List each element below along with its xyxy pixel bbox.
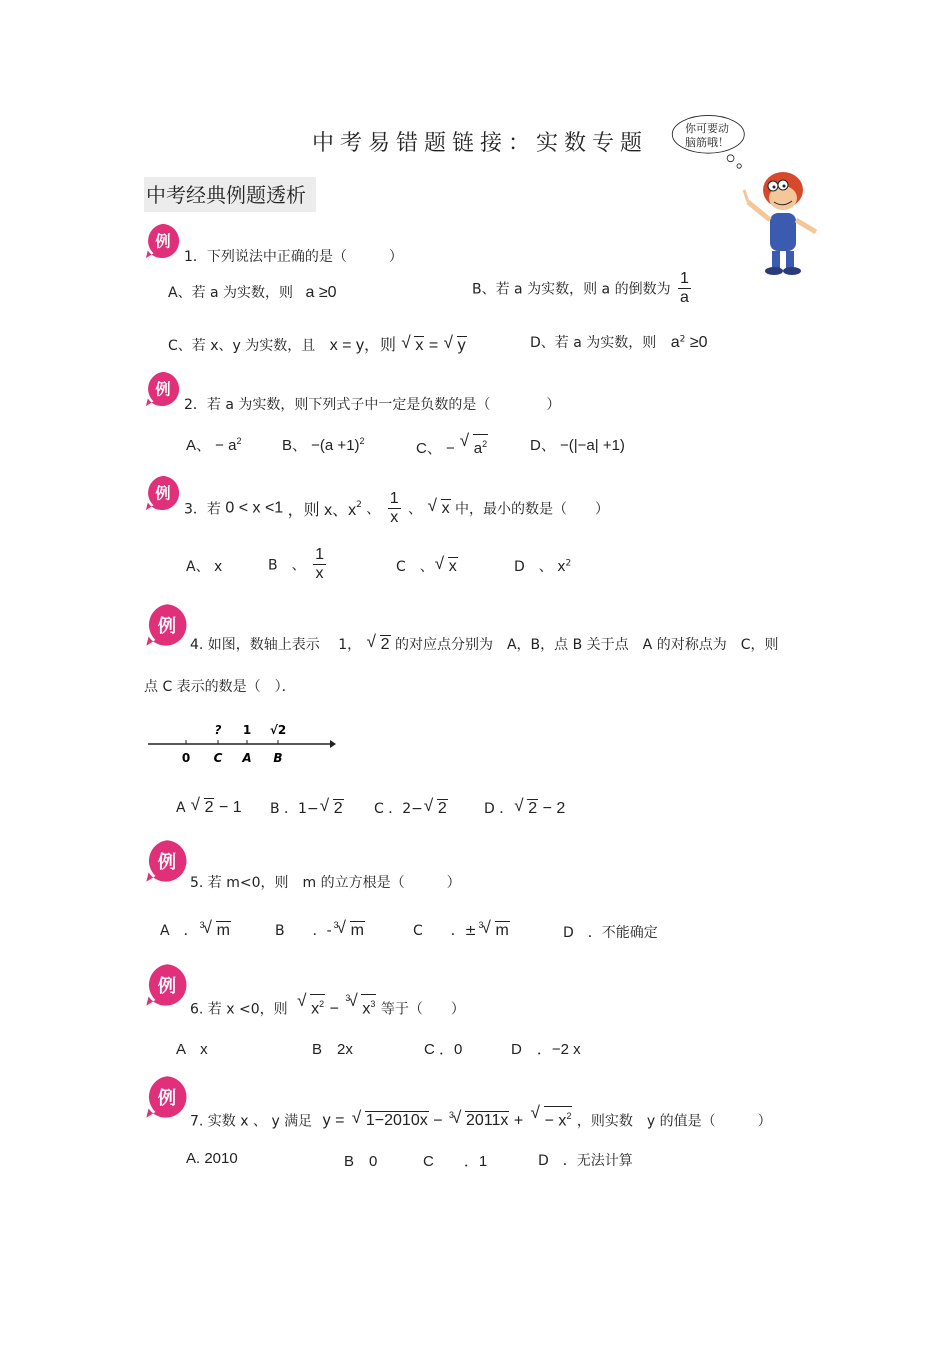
- q6-option-d: D ．−2 x: [511, 1041, 581, 1058]
- cartoon-mascot-image: [738, 168, 828, 276]
- svg-text:例: 例: [157, 1087, 177, 1109]
- svg-text:C: C: [213, 751, 223, 765]
- q1-option-c-sqrt-y: √ y: [457, 336, 467, 355]
- question-4-stem-line2: 点 C 表示的数是（ ）．: [144, 679, 296, 695]
- q1-option-d-base: a: [670, 334, 680, 351]
- q7-option-d: D ．无法计算: [538, 1153, 633, 1169]
- svg-text:√2: √2: [269, 723, 287, 737]
- example-badge-icon: [144, 602, 190, 648]
- question-1-stem: 1．下列说法中正确的是（ ）: [184, 249, 403, 265]
- svg-text:例: 例: [155, 232, 171, 251]
- svg-text:A: A: [242, 751, 252, 765]
- question-6-stem: 6. 若 x <0，则 √ $x^2$ − √ 3 $x^3$ 等于（ ）: [190, 994, 465, 1018]
- q4-option-b: B ．1−√ 2: [270, 798, 344, 818]
- q6-option-a: A x: [176, 1041, 208, 1058]
- svg-text:例: 例: [155, 484, 171, 503]
- svg-text:例: 例: [157, 615, 177, 637]
- example-badge-icon: [144, 222, 182, 260]
- q1-option-c: [168, 332, 467, 355]
- example-badge-icon: [144, 838, 190, 884]
- q5-option-d: D ．不能确定: [563, 925, 658, 941]
- q7-option-a: A. 2010: [186, 1150, 238, 1167]
- example-badge-icon: [144, 370, 182, 408]
- q1-option-c-sqrt-x: √ x: [414, 336, 424, 355]
- q5-option-b: B ．- √ 3 m: [275, 920, 365, 940]
- q4-option-a: A√ 2 − 1: [176, 798, 242, 817]
- q2-option-c: C、 −√ $a^2$: [416, 434, 488, 458]
- question-3-stem: 3．若 0 < x <1 ，则 x、$x^2$ 、 $\frac{1}{x}$ 、 √ x 中，最小的数是（ ）: [184, 490, 609, 527]
- q3-option-c: C 、√ x: [396, 556, 458, 576]
- q3-stem-fraction: $\frac{1}{x}$: [389, 490, 399, 526]
- question-2-stem: 2．若 a 为实数，则下列式子中一定是负数的是（ ）: [184, 397, 561, 413]
- q4-option-d: D ．√ 2 − 2: [484, 798, 565, 818]
- q3-option-a: A、 x: [186, 559, 223, 575]
- q2-option-a: A、 − $a^2$: [186, 436, 242, 454]
- q7-option-c: C ．1: [423, 1153, 488, 1170]
- bubble-line-1: 你可要动: [685, 122, 729, 135]
- q1-option-d: [530, 332, 708, 352]
- svg-text:例: 例: [155, 380, 171, 399]
- q1-option-b-text: B、若 a 为实数，则 a 的倒数为: [472, 281, 671, 298]
- q1-option-d-exp: 2: [679, 334, 686, 345]
- q3-option-d: D 、 $x^2$: [514, 558, 572, 575]
- page-title: 中考易错题链接：实数专题: [312, 131, 649, 156]
- q2-option-d: D、 −(|−a| +1): [530, 437, 625, 454]
- q6-option-b: B 2x: [312, 1041, 353, 1058]
- svg-text:B: B: [273, 751, 283, 765]
- number-line-figure: [146, 718, 336, 768]
- q1-option-d-text: D、若 a 为实数，则: [530, 335, 657, 351]
- example-badge-icon: [144, 474, 182, 512]
- q2-option-b: B、 $-(a +1)^2$: [282, 436, 365, 454]
- q1-option-a-text: A、若 a 为实数，则: [168, 285, 294, 301]
- q3-option-b: B 、 $\frac{1}{x}$: [268, 546, 324, 582]
- example-badge-icon: [144, 962, 190, 1008]
- svg-text:1: 1: [242, 723, 252, 737]
- thought-bubble-text: [664, 112, 756, 162]
- q4-option-c: C ．2−√ 2: [374, 798, 448, 818]
- section-title: 中考经典例题透析: [144, 177, 316, 212]
- q5-option-c: C ．± √ 3 m: [413, 920, 510, 940]
- question-7-stem: 7. 实数 x 、 y 满足 y = √ 1−2010x − √ 3 2011x + √ − $x^2$ ，则实数 y 的值是（ ）: [190, 1106, 772, 1130]
- q1-option-d-tail: ≥0: [689, 334, 708, 351]
- svg-text:例: 例: [157, 975, 177, 997]
- q1-option-a-math: a ≥0: [305, 284, 337, 301]
- q1-option-c-text: C、若 x、y 为实数，且: [168, 338, 316, 354]
- svg-text:0: 0: [181, 751, 191, 765]
- bubble-line-2: 脑筋哦！: [685, 136, 729, 149]
- q1-option-b: [472, 270, 694, 307]
- q7-option-b: B 0: [344, 1153, 378, 1170]
- svg-text:例: 例: [157, 851, 177, 873]
- q5-option-a: A ． √ 3 m: [160, 920, 231, 940]
- question-4-stem: 4. 如图，数轴上表示 1， √ 2 的对应点分别为 A，B，点 B 关于点 A 的对称点为 C，则: [190, 634, 778, 654]
- example-badge-icon: [144, 1074, 190, 1120]
- svg-text:?: ?: [214, 723, 222, 737]
- q6-option-c: C ．0: [424, 1041, 463, 1058]
- question-5-stem: 5. 若 m<0，则 m 的立方根是（ ）: [190, 875, 461, 891]
- q1-option-c-eq: =: [428, 337, 439, 354]
- q1-option-b-fraction: $\frac{1}{a}$: [680, 270, 689, 306]
- q1-option-c-cond: x = y，则: [329, 337, 396, 354]
- q1-option-a: [168, 282, 337, 302]
